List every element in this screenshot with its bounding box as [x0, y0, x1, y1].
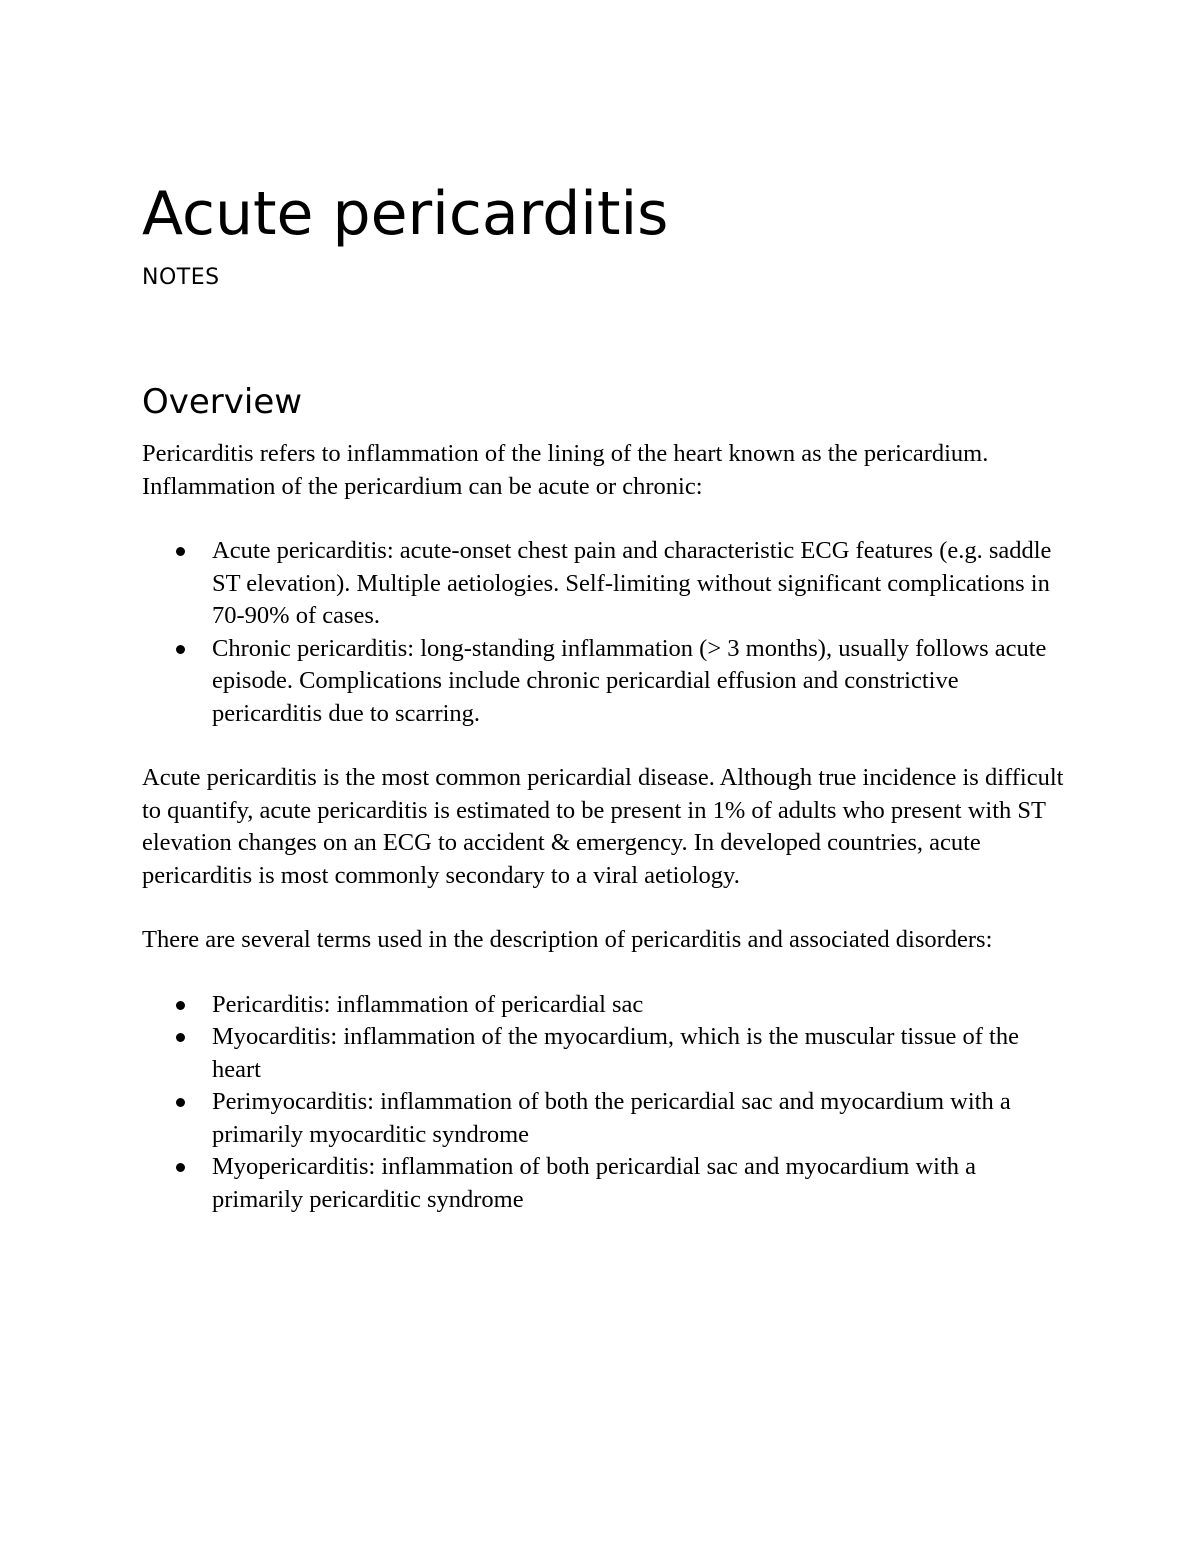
terms-list [142, 989, 1072, 1217]
list-item-text: Acute pericarditis: acute-onset chest pain and characteristic ECG features (e.g. saddle ST elevation). Multiple aetiologies. Self-limiting without significant complications in 70-90% of cases. [212, 537, 1052, 629]
bullet-icon [176, 547, 185, 556]
list-item-text: Myopericarditis: inflammation of both pericardial sac and myocardium with a primarily pericarditic syndrome [212, 1153, 977, 1213]
intro-paragraph: Pericarditis refers to inflammation of the lining of the heart known as the pericardium. [142, 440, 989, 467]
bullet-icon [176, 1033, 185, 1042]
terms-paragraph: There are several terms used in the description of pericarditis and associated disorders: [142, 926, 993, 953]
document-subtitle: NOTES [142, 265, 220, 290]
section-heading-overview: Overview [142, 382, 303, 422]
list-item-text: Myocarditis: inflammation of the myocardium, which is the muscular tissue of the heart [212, 1023, 1019, 1083]
bullet-icon [176, 645, 185, 654]
list-item [212, 633, 1072, 731]
list-item-text: Pericarditis: inflammation of pericardial sac [212, 990, 644, 1018]
bullet-icon [176, 1163, 185, 1172]
list-item [212, 1086, 1072, 1151]
bullet-icon [176, 1098, 185, 1107]
bullet-icon [176, 1001, 185, 1010]
list-item [212, 535, 1072, 633]
intro-paragraph-continued: Inflammation of the pericardium can be acute or chronic: [142, 472, 703, 500]
epidemiology-paragraph: Acute pericarditis is the most common pericardial disease. Although true incidence is difficult to quantify, acute pericarditis is estimated to be present in 1% of adults who present with ST elevation changes on an ECG to accident & emergency. In developed countries, acute pericarditis is most commonly secondary to a viral aetiology. [142, 764, 1064, 889]
pericarditis-types-list [142, 535, 1072, 730]
document-page [142, 178, 1072, 1216]
list-item [212, 1021, 1072, 1086]
document-title: Acute pericarditis [142, 179, 669, 249]
list-item-text: Perimyocarditis: inflammation of both the pericardial sac and myocardium with a primarily myocarditic syndrome [212, 1088, 1011, 1148]
list-item [212, 989, 1072, 1022]
list-item [212, 1151, 1072, 1216]
list-item-text: Chronic pericarditis: long-standing inflammation (> 3 months), usually follows acute episode. Complications include chronic pericardial effusion and constrictive pericarditis due to scarring. [212, 634, 1047, 727]
